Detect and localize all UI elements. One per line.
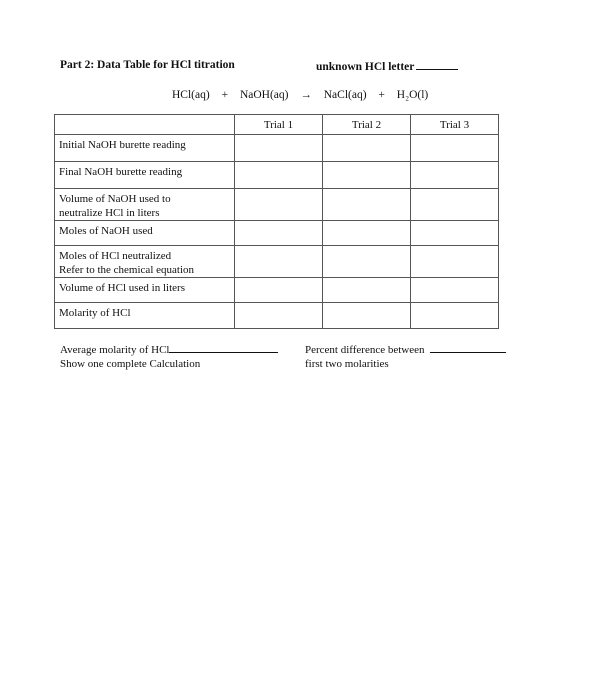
average-molarity-block <box>60 342 278 371</box>
unknown-letter-label: unknown HCl letter <box>316 61 415 73</box>
equation-product-water: H₂O(l) <box>396 89 429 101</box>
percent-difference-line <box>305 342 506 357</box>
unknown-letter-field <box>316 59 458 73</box>
trial-cell[interactable] <box>235 246 323 278</box>
table-header-row <box>55 115 499 135</box>
table-header-blank <box>55 115 235 135</box>
page-title: Part 2: Data Table for HCl titration <box>60 59 235 71</box>
trial-cell[interactable] <box>235 135 323 162</box>
equation-arrow: → <box>300 89 312 101</box>
unknown-letter-blank[interactable] <box>416 59 458 70</box>
trial-cell[interactable] <box>411 135 499 162</box>
average-molarity-label: Average molarity of HCl <box>60 344 170 356</box>
trial-cell[interactable] <box>323 189 411 221</box>
table-row <box>55 221 499 246</box>
row-label-text: Molarity of HCl <box>59 307 131 319</box>
table-row <box>55 162 499 189</box>
table-row <box>55 189 499 221</box>
row-label <box>55 278 235 303</box>
row-label <box>55 162 235 189</box>
percent-difference-blank[interactable] <box>430 342 506 353</box>
trial-cell[interactable] <box>235 221 323 246</box>
row-label <box>55 135 235 162</box>
trial-cell[interactable] <box>323 135 411 162</box>
percent-difference-block <box>305 342 506 371</box>
trial-cell[interactable] <box>235 162 323 189</box>
table-row <box>55 135 499 162</box>
row-label-text: Initial NaOH burette reading <box>59 139 186 151</box>
equation-reactant-naoh: NaOH(aq) <box>239 89 289 101</box>
equation-plus: + <box>221 89 229 101</box>
table-header-trial-2: Trial 2 <box>323 115 411 135</box>
trial-cell[interactable] <box>411 246 499 278</box>
data-table <box>54 114 499 329</box>
percent-difference-label-line2: first two molarities <box>305 358 389 370</box>
equation-product-nacl: NaCl(aq) <box>323 89 367 101</box>
trial-cell[interactable] <box>323 162 411 189</box>
calculation-instruction: Show one complete Calculation <box>60 358 201 370</box>
trial-cell[interactable] <box>323 303 411 329</box>
trial-cell[interactable] <box>323 246 411 278</box>
equation-plus: + <box>378 89 385 101</box>
table-row <box>55 246 499 278</box>
average-molarity-line <box>60 342 278 357</box>
trial-cell[interactable] <box>411 189 499 221</box>
trial-cell[interactable] <box>235 278 323 303</box>
row-label <box>55 303 235 329</box>
table-row <box>55 278 499 303</box>
percent-difference-label: Percent difference between <box>305 344 425 356</box>
trial-cell[interactable] <box>411 278 499 303</box>
table-header-trial-3: Trial 3 <box>411 115 499 135</box>
trial-cell[interactable] <box>411 303 499 329</box>
trial-cell[interactable] <box>323 278 411 303</box>
row-label-text: Final NaOH burette reading <box>59 166 183 178</box>
average-molarity-blank[interactable] <box>169 342 278 353</box>
row-label-text: Volume of NaOH used to <box>59 193 171 205</box>
row-label-text: Moles of HCl neutralized <box>59 250 172 262</box>
equation-reactant-hcl: HCl(aq) <box>172 89 210 101</box>
trial-cell[interactable] <box>411 221 499 246</box>
row-label <box>55 246 235 278</box>
row-label-text: Moles of NaOH used <box>59 225 153 237</box>
table-row <box>55 303 499 329</box>
trial-cell[interactable] <box>235 189 323 221</box>
row-label-text-line2: Refer to the chemical equation <box>59 264 194 276</box>
trial-cell[interactable] <box>411 162 499 189</box>
row-label <box>55 221 235 246</box>
row-label-text: Volume of HCl used in liters <box>59 282 185 294</box>
row-label-text-line2: neutralize HCl in liters <box>59 207 160 219</box>
trial-cell[interactable] <box>323 221 411 246</box>
row-label <box>55 189 235 221</box>
trial-cell[interactable] <box>235 303 323 329</box>
table-header-trial-1: Trial 1 <box>235 115 323 135</box>
chemical-equation <box>172 89 437 101</box>
